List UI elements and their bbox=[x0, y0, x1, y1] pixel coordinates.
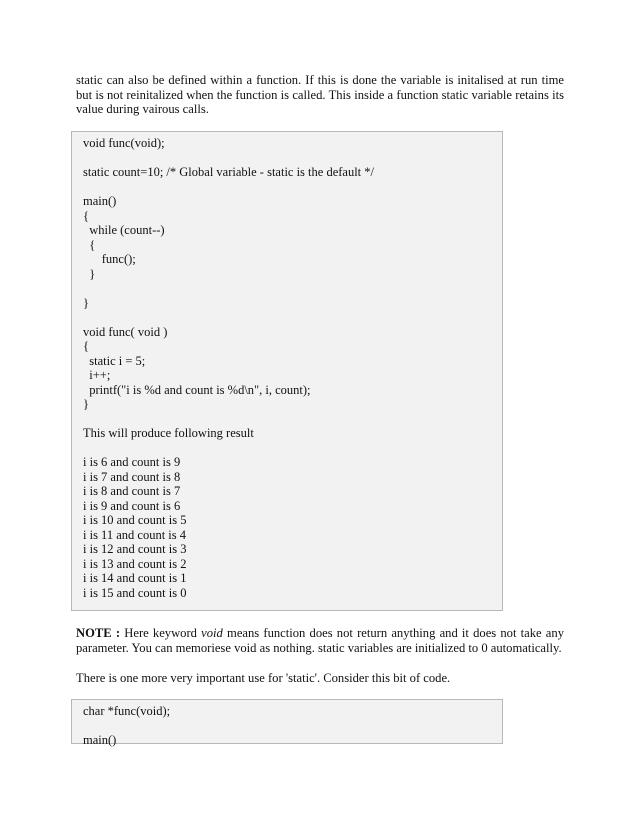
code-line bbox=[83, 412, 502, 427]
note-label: NOTE : bbox=[76, 626, 121, 640]
code-line: { bbox=[83, 339, 89, 353]
code-line: void func(void); bbox=[83, 136, 165, 150]
code-line: i is 6 and count is 9 bbox=[83, 455, 181, 469]
code-line: } bbox=[83, 266, 96, 281]
code-line bbox=[83, 441, 502, 456]
code-line: i is 9 and count is 6 bbox=[83, 498, 181, 513]
code-line: } bbox=[83, 397, 89, 411]
note-keyword: void bbox=[201, 626, 223, 640]
intro-paragraph: static can also be defined within a function. If this is done the variable is initalised at run time but is not reinitalized when the function is called. This inside a function static variable retains its value during vairous calls. bbox=[76, 73, 564, 116]
code-line: main() bbox=[83, 733, 117, 747]
code-line: } bbox=[83, 295, 89, 310]
code-line: i is 14 and count is 1 bbox=[83, 571, 187, 585]
code-line: i is 10 and count is 5 bbox=[83, 513, 187, 527]
note-text-after: means function does not return anything and it does not take any parameter. You can memoriese void as nothing. static variables are initialized to 0 automatically. bbox=[76, 626, 564, 655]
code-line: printf("i is %d and count is %d\n", i, count); bbox=[83, 382, 311, 397]
code-line: static i = 5; bbox=[83, 353, 146, 368]
code-block-char-func bbox=[71, 699, 503, 747]
code-line: i is 8 and count is 7 bbox=[83, 484, 181, 498]
code-line: func(); bbox=[83, 252, 136, 266]
code-line bbox=[83, 180, 502, 195]
code-line: i++; bbox=[83, 368, 111, 382]
code-line: This will produce following result bbox=[83, 426, 254, 440]
code-line: i is 15 and count is 0 bbox=[83, 585, 187, 600]
note-text-before: Here keyword bbox=[120, 626, 202, 640]
code-line: void func( void ) bbox=[83, 324, 168, 339]
code-line: i is 11 and count is 4 bbox=[83, 527, 187, 542]
code-line: char *func(void); bbox=[83, 704, 171, 718]
code-line bbox=[83, 151, 502, 166]
code-line bbox=[83, 281, 502, 296]
code-line: main() bbox=[83, 194, 117, 208]
code-line: i is 12 and count is 3 bbox=[83, 542, 187, 556]
note-paragraph bbox=[76, 626, 564, 655]
code-line: static count=10; /* Global variable - static is the default */ bbox=[83, 165, 374, 179]
code-line bbox=[83, 719, 502, 734]
code-line bbox=[83, 310, 502, 325]
code-line: i is 7 and count is 8 bbox=[83, 469, 181, 484]
code-line: { bbox=[83, 237, 96, 252]
code-block-static-function bbox=[71, 131, 503, 611]
code-line: while (count--) bbox=[83, 223, 165, 237]
code-line: i is 13 and count is 2 bbox=[83, 556, 187, 571]
code-line: { bbox=[83, 208, 89, 223]
static-use-paragraph: There is one more very important use for 'static'. Consider this bit of code. bbox=[76, 671, 451, 685]
